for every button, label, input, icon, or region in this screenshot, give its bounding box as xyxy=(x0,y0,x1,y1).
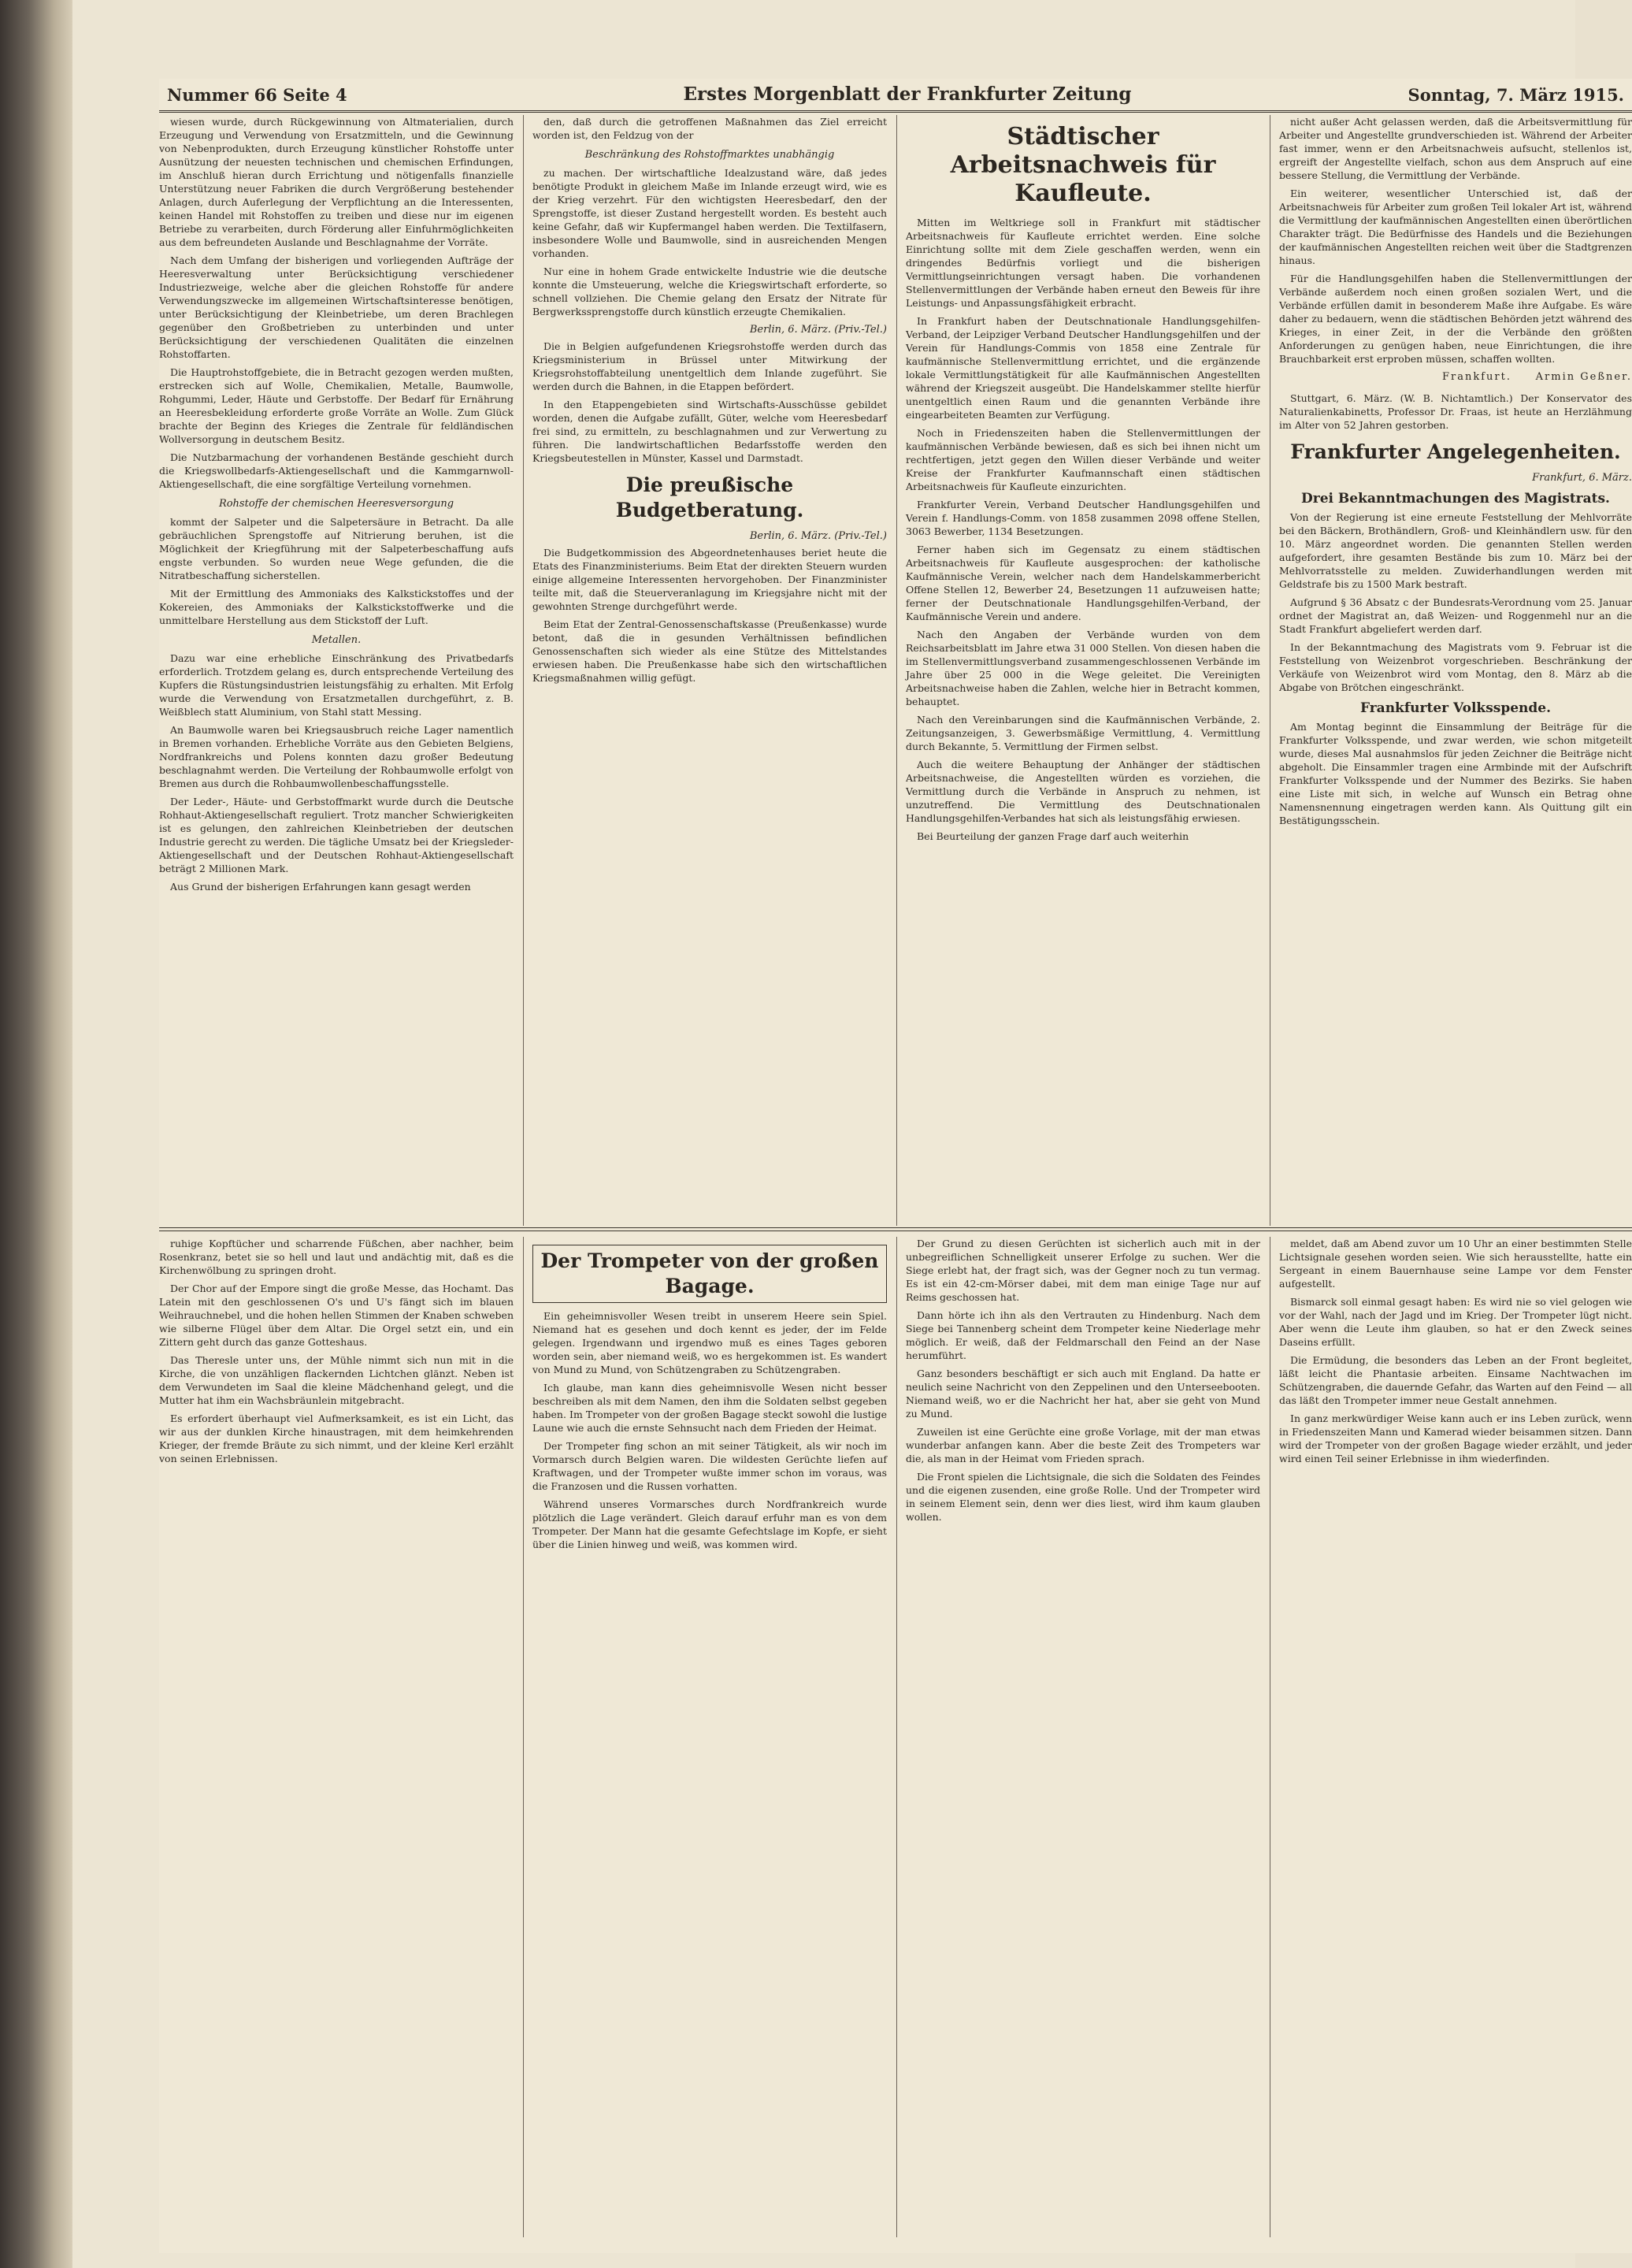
section-headline: Frankfurter Angelegenheiten. xyxy=(1290,440,1621,463)
article-headline: Städtischer Arbeitsnachweis für Kaufleute. xyxy=(950,123,1216,207)
feuilleton-paragraph: Das Theresle unter uns, der Mühle nimmt sich nun mit in die Kirche, die von unzähligen flackernden Lichtchen glänzt. Neben ist dem Verwundeten im Saal die kleine Mädchenhand gelegt, und die Mutter hat ihm ein Wachsbräunlein mitgebracht. xyxy=(159,1354,514,1406)
article-paragraph: Aus Grund der bisherigen Erfahrungen kann gesagt werden xyxy=(170,881,471,893)
article-paragraph: Frankfurter Verein, Verband Deutscher Handlungsgehilfen und Verein f. Handlungs-Comm. von 1858 zusammen 2098 offene Stellen, 3063 Bewerber, 1134 Besetzungen. xyxy=(906,499,1260,537)
feuilleton-divider xyxy=(159,1227,1632,1231)
feuilleton-paragraph: Während unseres Vormarsches durch Nordfrankreich wurde plötzlich die Lage verändert. Gleich darauf erfuhr man es von dem Trompeter. Der Mann hat die gesamte Gefechtslage im Kopfe, er sieht über die Linien hinweg und weiß, was kommen wird. xyxy=(532,1498,887,1550)
article-paragraph: Auch die weitere Behauptung der Anhänger der städtischen Arbeitsnachweise, die Angestellten würden es vorziehen, die Vermittlung durch die Verbände in Anspruch zu nehmen, ist unzutreffend. Die Vermittlung des Deutschnationalen Handlungsgehilfen-Verbandes hat sich als leistungsfähig erwiesen. xyxy=(906,759,1260,824)
signature-place: Frankfurt. xyxy=(1441,371,1511,383)
issue-number: Nummer 66 Seite 4 xyxy=(167,85,347,105)
article-paragraph: Die in Belgien aufgefundenen Kriegsrohstoffe werden durch das Kriegsministerium in Brüssel unter Mitwirkung der Kriegsrohstoffabteilung unentgeltlich dem Inlande zugeführt. Sie werden durch die Bahnen, in die Etappen befördert. xyxy=(532,340,887,392)
article-paragraph: Für die Handlungsgehilfen haben die Stellenvermittlungen der Verbände außerdem noch einen großen sozialen Wert, und die Verbände erfüllen damit in besonderem Maße ihre Aufgabe. Es wäre daher zu bedauern, wenn die städtischen Behörden jetzt während des Krieges, in einer Zeit, in der die Verbände den größten Anforderungen zu genügen haben, neue Einrichtungen, die ihre Brauchbarkeit erst erproben müssen, schaffen wollten. xyxy=(1279,273,1632,365)
issue-date: Sonntag, 7. März 1915. xyxy=(1408,85,1624,105)
article-paragraph: An Baumwolle waren bei Kriegsausbruch reiche Lager namentlich in Bremen vorhanden. Erhebliche Vorräte aus den Gebieten Belgiens, Nordfrankreichs und Polens konnten dazu großer Bedeutung beschlagnahmt werden. Die Verteilung der Rohbaumwolle erfolgt von Bremen aus durch die Rohbaumwollenbeschaffungsstelle. xyxy=(159,724,514,789)
column-3 xyxy=(906,115,1260,1226)
feuilleton-paragraph: meldet, daß am Abend zuvor um 10 Uhr an einer bestimmten Stelle Lichtsignale gesehen worden seien. Wie sich herausstellte, hatte ein Sergeant in einem Bauernhause seine Lampe vor dem Fenster aufgestellt. xyxy=(1279,1238,1632,1290)
book-binding-edge xyxy=(0,0,72,2268)
masthead xyxy=(159,79,1632,113)
newspaper-title: Erstes Morgenblatt der Frankfurter Zeitung xyxy=(683,84,1132,105)
article-paragraph: Dazu war eine erhebliche Einschränkung des Privatbedarfs erforderlich. Trotzdem gelang es, durch entsprechende Verteilung des Kupfers die Rüstungsindustrien leistungsfähig zu erhalten. Mit Erfolg wurde die Verwendung von Ersatzmetallen durchgeführt, z. B. Weißblech statt Aluminium, von Stahl statt Messing. xyxy=(159,652,514,718)
feuilleton-paragraph: ruhige Kopftücher und scharrende Füßchen, aber nachher, beim Rosenkranz, betet sie so hell und laut und andächtig mit, daß es die Kirchenwölbung zu springen droht. xyxy=(159,1238,514,1276)
subheading: Metallen. xyxy=(311,634,362,646)
article-headline: Die preußische Budgetberatung. xyxy=(615,473,804,522)
article-paragraph: wiesen wurde, durch Rückgewinnung von Altmaterialien, durch Erzeugung und Verwendung von Ersatzmitteln, und die Gewinnung von Nebenprodukten, durch Erzeugung künstlicher Rohstoffe unter Ausnützung der neuesten technischen und chemischen Erfindungen, im Anschluß hieran durch Errichtung und nötigenfalls finanzielle Unterstützung neuer Fabriken die durch Vergrößerung bestehender Anlagen, durch Auferlegung der Verpflichtung an die Interessenten, keinen Handel mit Rohstoffen zu treiben und diese nur im eigenen Betriebe zu verarbeiten, durch Förderung aller Einfuhrmöglichkeiten aus dem befreundeten Auslande und Beschlagnahme der Vorräte. xyxy=(159,116,514,248)
column-1 xyxy=(159,115,514,1226)
article-paragraph: nicht außer Acht gelassen werden, daß die Arbeitsvermittlung für Arbeiter und Angestellte grundverschieden ist. Während der Arbeiter fast immer, wenn er den Arbeitsnachweis aufsucht, stellenlos ist, ergreift der Angestellte vielfach, schon aus dem Anspruch auf eine bessere Stellung, die Vermittlung der Verbände. xyxy=(1279,116,1632,181)
feuilleton-column-3 xyxy=(906,1237,1260,2237)
article-paragraph: Von der Regierung ist eine erneute Feststellung der Mehlvorräte bei den Bäckern, Brothändlern, Groß- und Kleinhändlern usw. für den 10. März angeordnet worden. Die genannten Stellen werden aufgefordert, ihre gesamten Bestände bis zum 10. März bei der Mehlvorratsstelle zu melden. Zuwiderhandlungen werden mit Geldstrafe bis zu 1500 Mark bestraft. xyxy=(1279,511,1632,590)
article-paragraph: Aufgrund § 36 Absatz c der Bundesrats-Verordnung vom 25. Januar ordnet der Magistrat an, daß Weizen- und Roggenmehl nur an die Stadt Frankfurt abgeliefert werden darf. xyxy=(1279,596,1632,635)
article-paragraph: Die Nutzbarmachung der vorhandenen Bestände geschieht durch die Kriegswollbedarfs-Aktiengesellschaft und die Kammgarnwoll-Aktiengesellschaft, die eine sorgfältige Verteilung vornehmen. xyxy=(159,451,514,490)
feuilleton-paragraph: Der Grund zu diesen Gerüchten ist sicherlich auch mit in der unbegreiflichen Schnelligkeit unserer Erfolge zu suchen. Wer die Siege erlebt hat, der fragt sich, was der Gegner noch zu tun vermag. Es ist ein 42-cm-Mörser dabei, mit dem man einige Tage nur auf Reims geschossen hat. xyxy=(906,1238,1260,1303)
article-paragraph: Ferner haben sich im Gegensatz zu einem städtischen Arbeitsnachweis für Kaufleute ausgesprochen: der katholische Kaufmännische Verein, welcher nach dem Handelskammerbericht Offene Stellen 12, Bewerber 24, Besetzungen 11 aufzuweisen hatte; ferner der Deutschnationale Handlungsgehilfen-Verband, der Kaufmännische Verein und andere. xyxy=(906,544,1260,622)
dateline: Frankfurt, 6. März. xyxy=(1532,472,1632,484)
article-paragraph: zu machen. Der wirtschaftliche Idealzustand wäre, daß jedes benötigte Produkt in gleichem Maße im Inlande erzeugt wird, wie es der Krieg verzehrt. Für den wichtigsten Heeresbedarf, den der Sprengstoffe, ist dieser Zustand hergestellt worden. Es besteht auch keine Gefahr, daß wir Kupfermangel haben werden. Die Textilfasern, insbesondere Wolle und Baumwolle, sind in ausreichenden Mengen vorhanden. xyxy=(532,167,887,259)
article-paragraph: In den Etappengebieten sind Wirtschafts-Ausschüsse gebildet worden, denen die Aufgabe zufällt, Güter, welche vom Heeresbedarf frei sind, zu ermitteln, zu beschlagnahmen und zur Verwertung zu führen. Die landwirtschaftlichen Bedarfsstoffe werden den Kriegsbeutestellen in Münster, Kassel und Darmstadt. xyxy=(532,399,887,464)
feuilleton-paragraph: Der Trompeter fing schon an mit seiner Tätigkeit, als wir noch im Vormarsch durch Belgien waren. Die wildesten Gerüchte liefen auf Kraftwagen, und der Trompeter wußte immer schon im voraus, was die Franzosen und die Russen vorhatten. xyxy=(532,1440,887,1492)
article-paragraph: Ein weiterer, wesentlicher Unterschied ist, daß der Arbeitsnachweis für Arbeiter zum großen Teil lokaler Art ist, während die Vermittlung der kaufmännischen Angestellten einen überörtlichen Charakter trägt. Die Bedürfnisse des Handels und die Beziehungen der kaufmännischen Angestellten reichen weit über die Stadtgrenzen hinaus. xyxy=(1279,187,1632,266)
article-paragraph: Mit der Ermittlung des Ammoniaks des Kalkstickstoffes und der Kokereien, des Ammoniaks der Kalkstickstoffwerke und die unmittelbare Herstellung aus dem Stickstoff der Luft. xyxy=(159,588,514,626)
dateline: Berlin, 6. März. (Priv.-Tel.) xyxy=(749,530,887,542)
subheading: Rohstoffe der chemischen Heeresversorgung xyxy=(218,498,454,510)
article-paragraph: Die Budgetkommission des Abgeordnetenhauses beriet heute die Etats des Finanzministeriums. Beim Etat der direkten Steuern wurden einige allgemeine Interessenten hervorgehoben. Der Finanzminister teilte mit, daß die Steuerveranlagung im Kriegsjahre nicht mit der gewohnten Strenge durchgeführt werde. xyxy=(532,547,887,612)
subheading: Beschränkung des Rohstoffmarktes unabhängig xyxy=(584,149,835,161)
feuilleton-paragraph: In ganz merkwürdiger Weise kann auch er ins Leben zurück, wenn in Friedenszeiten Mann und Kamerad wieder beisammen sitzen. Dann wird der Trompeter von der großen Bagage wieder erzählt, und jeder wird einen Teil seiner Erlebnisse in ihm wiederfinden. xyxy=(1279,1412,1632,1464)
feuilleton-column-1 xyxy=(159,1237,514,2237)
feuilleton-paragraph: Die Ermüdung, die besonders das Leben an der Front begleitet, läßt leicht die Phantasie arbeiten. Einsame Nachtwachen im Schützengraben, die dauernde Gefahr, das Warten auf den Feind — all das läßt den Trompeter immer neue Gestalt annehmen. xyxy=(1279,1354,1632,1406)
subheading: Drei Bekanntmachungen des Magistrats. xyxy=(1301,491,1610,507)
article-paragraph: Nach den Vereinbarungen sind die Kaufmännischen Verbände, 2. Zeitungsanzeigen, 3. Gewerbsmäßige Vermittlung, 4. Vermittlung durch Bekannte, 5. Vermittlung der Firmen selbst. xyxy=(906,714,1260,752)
dateline: Berlin, 6. März. (Priv.-Tel.) xyxy=(749,324,887,336)
article-paragraph: Nach den Angaben der Verbände wurden von dem Reichsarbeitsblatt im Jahre etwa 31 000 Stellen. Von diesen haben die im Stellenvermittlungsverband zusammengeschlossenen Verbände im Jahre über 25 000 in die Wege geleitet. Die Vereinigten Arbeitsnachweise haben die Zahlen, welche hier in Betracht kommen, behauptet. xyxy=(906,629,1260,707)
article-paragraph: Beim Etat der Zentral-Genossenschaftskasse (Preußenkasse) wurde betont, daß die in gesunden Verhältnissen befindlichen Genossenschaften sich wieder als eine Stütze des Mittelstandes erwiesen haben. Die Preußenkasse habe sich den wirtschaftlichen Kriegsmaßnahmen willig gefügt. xyxy=(532,618,887,684)
newspaper-sheet xyxy=(72,0,1632,2268)
feuilleton-paragraph: Ganz besonders beschäftigt er sich auch mit England. Da hatte er neulich seine Nachricht von den Zeppelinen und den Unterseebooten. Niemand weiß, wo er die Nachricht her hat, aber sie geht von Mund zu Mund. xyxy=(906,1368,1260,1420)
feuilleton-paragraph: Zuweilen ist eine Gerüchte eine große Vorlage, mit der man etwas wunderbar anfangen kann. Aber die beste Zeit des Trompeters war die, als man in der Heimat vom Frieden sprach. xyxy=(906,1426,1260,1464)
article-paragraph: den, daß durch die getroffenen Maßnahmen das Ziel erreicht worden ist, den Feldzug von der xyxy=(532,116,887,141)
column-divider xyxy=(896,1237,897,2237)
feuilleton-paragraph: Es erfordert überhaupt viel Aufmerksamkeit, es ist ein Licht, das wir aus der dunklen Kirche hinaustragen, mit dem heimkehrenden Krieger, der fremde Bräute zu sich nimmt, und der kleine Kerl erzählt von seinen Erlebnissen. xyxy=(159,1412,514,1464)
signature-name: Armin Geßner. xyxy=(1535,371,1632,383)
subheading: Frankfurter Volksspende. xyxy=(1359,700,1552,716)
article-paragraph: Nach dem Umfang der bisherigen und vorliegenden Aufträge der Heeresverwaltung unter Berücksichtigung verschiedener Industriezweige, welche aber die gleichen Rohstoffe für andere Verwendungszwecke im allgemeinen Wirtschaftsinteresse benötigen, unter Berücksichtigung der Kleinbetriebe, um deren Brachlegen gegenüber den Großbetrieben zu unterbinden und unter Berücksichtigung der verschiedenen Qualitäten die einzelnen Rohstoffarten. xyxy=(159,254,514,360)
feuilleton-paragraph: Der Chor auf der Empore singt die große Messe, das Hochamt. Das Latein mit den geschlossenen O's und U's fängt sich im blauen Weihrauchnebel, und die hohen hellen Stimmen der Knaben schweben wie silberne Flügel über dem Altar. Die Orgel setzt ein, und ein Zittern geht durch das ganze Gotteshaus. xyxy=(159,1282,514,1348)
feuilleton-column-4 xyxy=(1279,1237,1632,2237)
article-paragraph: Stuttgart, 6. März. (W. B. Nichtamtlich.) Der Konservator des Naturalienkabinetts, Professor Dr. Fraas, ist heute an Herzlähmung im Alter von 52 Jahren gestorben. xyxy=(1279,392,1632,431)
column-4 xyxy=(1279,115,1632,1226)
article-paragraph: Die Hauptrohstoffgebiete, die in Betracht gezogen werden mußten, erstrecken sich auf Wolle, Chemikalien, Metalle, Baumwolle, Rohgummi, Leder, Häute und Gerbstoffe. Der Bedarf für Ernährung an Heeresbekleidung erforderte große Vorräte an Wolle. Zum Glück brachte der Beginn des Krieges die Zentrale für feldländischen Wollversorgung in deutschem Besitz. xyxy=(159,366,514,445)
feuilleton-paragraph: Dann hörte ich ihn als den Vertrauten zu Hindenburg. Nach dem Siege bei Tannenberg scheint dem Trompeter keine Niederlage mehr möglich. Er weiß, daß der Feldmarschall den Feind an der Nase herumführt. xyxy=(906,1309,1260,1361)
feuilleton-paragraph: Ich glaube, man kann dies geheimnisvolle Wesen nicht besser beschreiben als mit dem Namen, den ihm die Soldaten selbst gegeben haben. Im Trompeter von der großen Bagage steckt sowohl die lustige Laune wie auch die ernste Sehnsucht nach dem Frieden der Heimat. xyxy=(532,1382,887,1434)
feuilleton-headline: Der Trompeter von der großen Bagage. xyxy=(532,1245,887,1303)
author-signature xyxy=(1279,370,1632,384)
article-paragraph: Der Leder-, Häute- und Gerbstoffmarkt wurde durch die Deutsche Rohhaut-Aktiengesellschaft reguliert. Trotz mancher Schwierigkeiten ist es gelungen, den zahlreichen Kleinbetrieben der deutschen Industrie gerecht zu werden. Die tägliche Umsatz bei der Kriegsleder-Aktiengesellschaft und der Deutschen Rohhaut-Aktiengesellschaft beträgt 2 Millionen Mark. xyxy=(159,796,514,874)
article-paragraph: In der Bekanntmachung des Magistrats vom 9. Februar ist die Feststellung von Weizenbrot vorgeschrieben. Beschränkung der Verkäufe von Weizenbrot wird vom Montag, den 8. März ab die Abgabe von Brötchen eingeschränkt. xyxy=(1279,641,1632,693)
article-paragraph: kommt der Salpeter und die Salpetersäure in Betracht. Da alle gebräuchlichen Sprengstoffe auf Nitrierung beruhen, ist die Möglichkeit der Kriegführung mit der Salpeterbeschaffung aufs engste verbunden. So wurden neue Wege gefunden, die die Nitratbeschaffung sicherstellen. xyxy=(159,516,514,581)
article-paragraph: Nur eine in hohem Grade entwickelte Industrie wie die deutsche konnte die Umsteuerung, welche die Kriegswirtschaft erforderte, so schnell vollziehen. Die Chemie gelang den Ersatz der Nitrate für Bergwerkssprengstoffe durch künstlich erzeugte Chemikalien. xyxy=(532,265,887,317)
feuilleton-paragraph: Bismarck soll einmal gesagt haben: Es wird nie so viel gelogen wie vor der Wahl, nach der Jagd und im Krieg. Der Trompeter lügt nicht. Aber wenn die Leute ihm glauben, so hat er den Zweck seines Daseins erfüllt. xyxy=(1279,1296,1632,1348)
article-paragraph: Am Montag beginnt die Einsammlung der Beiträge für die Frankfurter Volksspende, und zwar werden, wie schon mitgeteilt wurde, dieses Mal ausnahmslos für jeden Zeichner die Beiträge nicht abgeholt. Die Einsammler tragen eine Armbinde mit der Aufschrift Frankfurter Volksspende und der Nummer des Bezirks. Sie haben eine Liste mit sich, in welche auf Wunsch ein Betrag ohne Namensnennung eingetragen werden kann. Als Quittung gilt ein Bestätigungsschein. xyxy=(1279,721,1632,826)
column-2 xyxy=(532,115,887,1226)
column-divider xyxy=(896,115,897,1226)
newspaper-page xyxy=(159,79,1632,2253)
article-paragraph: In Frankfurt haben der Deutschnationale Handlungsgehilfen-Verband, der Leipziger Verband Deutscher Handlungsgehilfen und der Verein für Handlungs-Commis von 1858 eine Zentrale für kaufmännische Stellenvermittlung errichtet, und die ergänzende lokale Vermittlungstätigkeit für alle Kaufmännischen Angestellten während der Kriegszeit ausgeübt. Die Handelskammer stellte hierfür unentgeltlich einen Raum und die genannten Verbände ihre eingearbeiteten Beamten zur Verfügung. xyxy=(906,315,1260,421)
feuilleton-column-2 xyxy=(532,1237,887,2237)
article-paragraph: Mitten im Weltkriege soll in Frankfurt mit städtischer Arbeitsnachweis für Kaufleute errichtet werden. Eine solche Einrichtung sollte mit dem Ziele geschaffen werden, wenn ein dringendes Bedürfnis vorliegt und die bisherigen Vermittlungseinrichtungen versagt haben. Die vorhandenen Stellenvermittlungen der Verbände haben erneut den Beweis für ihre Leistungs- und Anpassungsfähigkeit erbracht. xyxy=(906,217,1260,309)
article-paragraph: Noch in Friedenszeiten haben die Stellenvermittlungen der kaufmännischen Verbände bewiesen, daß es sich bei ihnen nicht um rechtfertigen, jetzt gegen den Willen dieser Verbände und weiter Kreise der Frankfurter Kaufmannschaft einen städtischen Arbeitsnachweis für Kaufleute einzurichten. xyxy=(906,427,1260,492)
feuilleton-paragraph: Ein geheimnisvoller Wesen treibt in unserem Heere sein Spiel. Niemand hat es gesehen und doch kennt es jeder, der im Felde gelegen. Irgendwann und irgendwo muß es eines Tages geboren worden sein, aber niemand weiß, wo es hergekommen ist. Es wandert von Mund zu Mund, von Schützengraben zu Schützengraben. xyxy=(532,1310,887,1375)
column-divider xyxy=(523,115,524,1226)
column-divider xyxy=(523,1237,524,2237)
article-paragraph: Bei Beurteilung der ganzen Frage darf auch weiterhin xyxy=(917,830,1189,842)
feuilleton-paragraph: Die Front spielen die Lichtsignale, die sich die Soldaten des Feindes und die eigenen zusenden, eine große Rolle. Und der Trompeter wird in seinem Element sein, denn wer dies liest, wird ihm kaum glauben wollen. xyxy=(906,1471,1260,1523)
